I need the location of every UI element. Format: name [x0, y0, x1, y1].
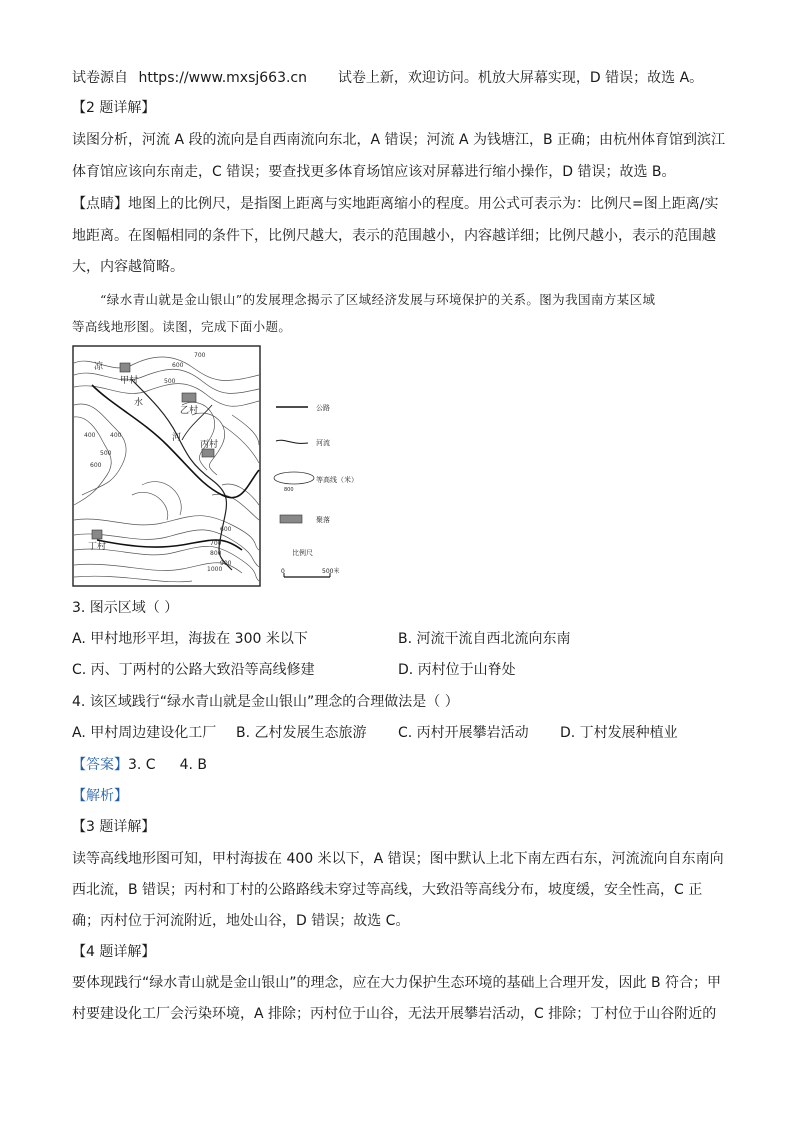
header-text: 试卷上新，欢迎访问。机放大屏幕实现，D 错误；故选 A。 [337, 70, 704, 86]
answer-label: 【答案】 [72, 757, 128, 773]
point-line [72, 194, 718, 214]
point-line: 大，内容越简略。 [72, 259, 184, 275]
q4-option-b[interactable]: B. 乙村发展生态旅游 [236, 725, 367, 741]
q3-option-c[interactable]: C. 丙、丁两村的公路大致沿等高线修建 [72, 662, 315, 678]
scale-end: 500米 [322, 568, 340, 575]
answer-4: 4. B [179, 757, 208, 773]
contour-label: 600 [220, 526, 232, 533]
village-label-ding: 丁村 [88, 542, 107, 552]
q4-option-a[interactable]: A. 甲村周边建设化工厂 [72, 725, 217, 741]
contour-label: 400 [110, 432, 122, 439]
contour-label: 700 [210, 540, 222, 547]
settlement-yi [182, 393, 196, 402]
source-prefix: 试卷源自 [72, 70, 128, 86]
q3-detail-title: 【3 题详解】 [72, 819, 156, 835]
q4-detail-line: 村要建设化工厂会污染环境，A 排除；丙村位于山谷，无法开展攀岩活动，C 排除；丁村位于山谷附近的 [72, 1006, 717, 1022]
settlement-ding [92, 530, 102, 539]
answer-3: 3. C [128, 757, 156, 773]
answer-line [72, 755, 207, 775]
header-line [72, 68, 703, 88]
settlement-jia [120, 363, 130, 372]
scale-title: 比例尺 [292, 549, 313, 557]
intro-line: “绿水青山就是金山银山”的发展理念揭示了区域经济发展与环境保护的关系。图为我国南方某区域 [100, 292, 656, 307]
legend-contour-sample: 800 [284, 487, 294, 493]
point-label: 【点睛】 [72, 196, 128, 212]
q3-detail-line: 西北流，B 错误；丙村和丁村的公路路线未穿过等高线，大致沿等高线分布，坡度缓，安全性高，C 正 [72, 882, 703, 898]
intro-line: 等高线地形图。读图，完成下面小题。 [72, 319, 292, 334]
q3-option-d[interactable]: D. 丙村位于山脊处 [398, 662, 516, 678]
village-label-yi: 乙村 [180, 406, 199, 416]
river-label: 凉 [94, 362, 104, 372]
village-label-jia: 甲村 [120, 376, 139, 386]
contour-label: 1000 [207, 566, 223, 573]
contour-map-figure [72, 345, 370, 588]
contour-label: 500 [164, 378, 176, 385]
q3-option-a[interactable]: A. 甲村地形平坦，海拔在 300 米以下 [72, 631, 308, 647]
q3-stem: 3. 图示区域（ ） [72, 600, 179, 616]
contour-label: 700 [194, 352, 206, 359]
legend-contour-symbol [274, 472, 314, 484]
q2-detail-title: 【2 题详解】 [72, 100, 156, 116]
river-label: 水 [134, 398, 144, 408]
q4-option-c[interactable]: C. 丙村开展攀岩活动 [398, 725, 529, 741]
q2-detail-line: 体育馆应该向东南走，C 错误；要查找更多体育场馆应该对屏幕进行缩小操作，D 错误；故选 B。 [72, 164, 676, 180]
q3-option-b[interactable]: B. 河流干流自西北流向东南 [398, 631, 571, 647]
contour-label: 600 [90, 462, 102, 469]
legend-river-symbol [276, 440, 308, 443]
q4-detail-line: 要体现践行“绿水青山就是金山银山”的理念，应在大力保护生态环境的基础上合理开发，因此 B 符合；甲 [72, 975, 722, 991]
settlement-bing [202, 449, 214, 457]
scale-zero: 0 [281, 568, 285, 575]
river-label: 河 [172, 433, 182, 443]
q3-detail-line: 读等高线地形图可知，甲村海拔在 400 米以下，A 错误；图中默认上北下南左西右东，河流流向自东南向 [72, 851, 724, 867]
analysis-label: 【解析】 [72, 788, 128, 804]
q3-detail-line: 确；丙村位于河流附近，地处山谷，D 错误；故选 C。 [72, 913, 410, 929]
point-line: 地距离。在图幅相同的条件下，比例尺越大，表示的范围越小，内容越详细；比例尺越小，表示的范围越 [72, 228, 716, 244]
map-legend [274, 403, 358, 577]
q4-detail-title: 【4 题详解】 [72, 944, 156, 960]
contour-label: 400 [84, 432, 96, 439]
source-url[interactable]: https://www.mxsj663.cn [138, 70, 307, 86]
legend-river-label: 河流 [316, 439, 330, 447]
intro-paragraph [72, 286, 724, 340]
contour-label: 500 [100, 450, 112, 457]
point-text: 地图上的比例尺，是指图上距离与实地距离缩小的程度。用公式可表示为：比例尺=图上距离/实 [128, 196, 719, 212]
legend-settlement-symbol [280, 515, 302, 523]
contour-label: 800 [210, 550, 222, 557]
village-label-bing: 丙村 [200, 440, 219, 450]
legend-settlement-label: 聚落 [316, 516, 330, 524]
q4-stem: 4. 该区域践行“绿水青山就是金山银山”理念的合理做法是（ ） [72, 694, 459, 710]
q2-detail-line: 读图分析，河流 A 段的流向是自西南流向东北，A 错误；河流 A 为钱塘江，B 正确；由杭州体育馆到滨江 [72, 132, 726, 148]
contour-label: 900 [220, 560, 232, 567]
q4-option-d[interactable]: D. 丁村发展种植业 [560, 725, 678, 741]
contour-label: 600 [172, 362, 184, 369]
legend-road-label: 公路 [316, 404, 330, 412]
legend-contour-label: 等高线（米） [316, 476, 358, 484]
